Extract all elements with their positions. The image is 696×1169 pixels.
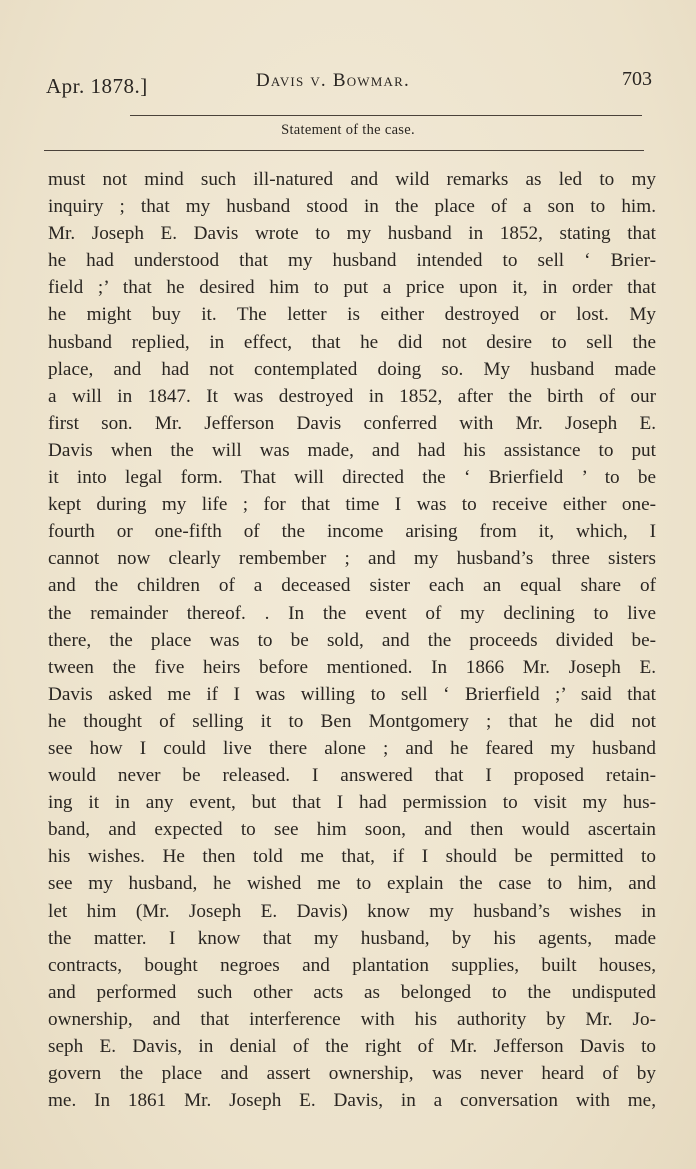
text-line: Mr. Joseph E. Davis wrote to my husband in 1852, stating that — [48, 223, 656, 245]
text-line: kept during my life ; for that time I was to receive either one- — [48, 494, 656, 516]
text-line: Davis asked me if I was willing to sell ‘ Brierfield ;’ said that — [48, 683, 656, 705]
text-line: tween the five heirs before mentioned. In 1866 Mr. Joseph E. — [48, 656, 656, 678]
text-line: and performed such other acts as belonged to the undisputed — [48, 981, 656, 1003]
text-line: band, and expected to see him soon, and then would ascertain — [48, 819, 656, 841]
text-line: see my husband, he wished me to explain the case to him, and — [48, 873, 656, 895]
section-subheading — [0, 122, 696, 139]
text-line: he thought of selling it to Ben Montgomery ; that he did not — [48, 710, 656, 732]
running-head — [46, 64, 652, 98]
text-line: field ;’ that he desired him to put a price upon it, in order that — [48, 277, 656, 299]
text-line: husband replied, in effect, that he did not desire to sell the — [48, 331, 656, 353]
text-line: me. In 1861 Mr. Joseph E. Davis, in a conversation with me, — [48, 1090, 656, 1112]
text-line: the matter. I know that my husband, by his agents, made — [48, 927, 656, 949]
header-rule-top — [130, 115, 642, 116]
text-line: inquiry ; that my husband stood in the place of a son to him. — [48, 196, 656, 218]
text-line: his wishes. He then told me that, if I should be permitted to — [48, 846, 656, 868]
text-line: contracts, bought negroes and plantation supplies, built houses, — [48, 954, 656, 976]
text-line: he had understood that my husband intended to sell ‘ Brier- — [48, 250, 656, 272]
text-line: it into legal form. That will directed the ‘ Brierfield ’ to be — [48, 467, 656, 489]
header-rule-bottom — [44, 150, 644, 151]
text-line: fourth or one-fifth of the income arising from it, which, I — [48, 521, 656, 543]
text-line: the remainder thereof. . In the event of my declining to live — [48, 602, 656, 624]
text-line: would never be released. I answered that I proposed retain- — [48, 765, 656, 787]
section-subheading-text: Statement of the case. — [281, 122, 415, 138]
text-line: and the children of a deceased sister each an equal share of — [48, 575, 656, 597]
text-line: govern the place and assert ownership, was never heard of by — [48, 1063, 656, 1085]
text-line: there, the place was to be sold, and the proceeds divided be- — [48, 629, 656, 651]
text-line: cannot now clearly rembember ; and my husband’s three sisters — [48, 548, 656, 570]
text-line: let him (Mr. Joseph E. Davis) know my husband’s wishes in — [48, 900, 656, 922]
text-line: see how I could live there alone ; and he feared my husband — [48, 737, 656, 759]
body-text — [48, 166, 656, 1114]
text-line: must not mind such ill-natured and wild remarks as led to my — [48, 169, 656, 190]
text-line: a will in 1847. It was destroyed in 1852, after the birth of our — [48, 385, 656, 407]
text-line: place, and had not contemplated doing so. My husband made — [48, 358, 656, 380]
text-line: ownership, and that interference with his authority by Mr. Jo- — [48, 1008, 656, 1030]
page-number: 703 — [622, 68, 652, 90]
text-line: first son. Mr. Jefferson Davis conferred with Mr. Joseph E. — [48, 412, 656, 434]
text-line: he might buy it. The letter is either destroyed or lost. My — [48, 304, 656, 326]
running-head-case-title: Davis v. Bowmar. — [256, 70, 410, 91]
text-line: ing it in any event, but that I had permission to visit my hus- — [48, 792, 656, 814]
text-line: seph E. Davis, in denial of the right of Mr. Jefferson Davis to — [48, 1036, 656, 1057]
running-head-date: Apr. 1878.] — [46, 74, 148, 98]
text-line: Davis when the will was made, and had his assistance to put — [48, 439, 656, 461]
